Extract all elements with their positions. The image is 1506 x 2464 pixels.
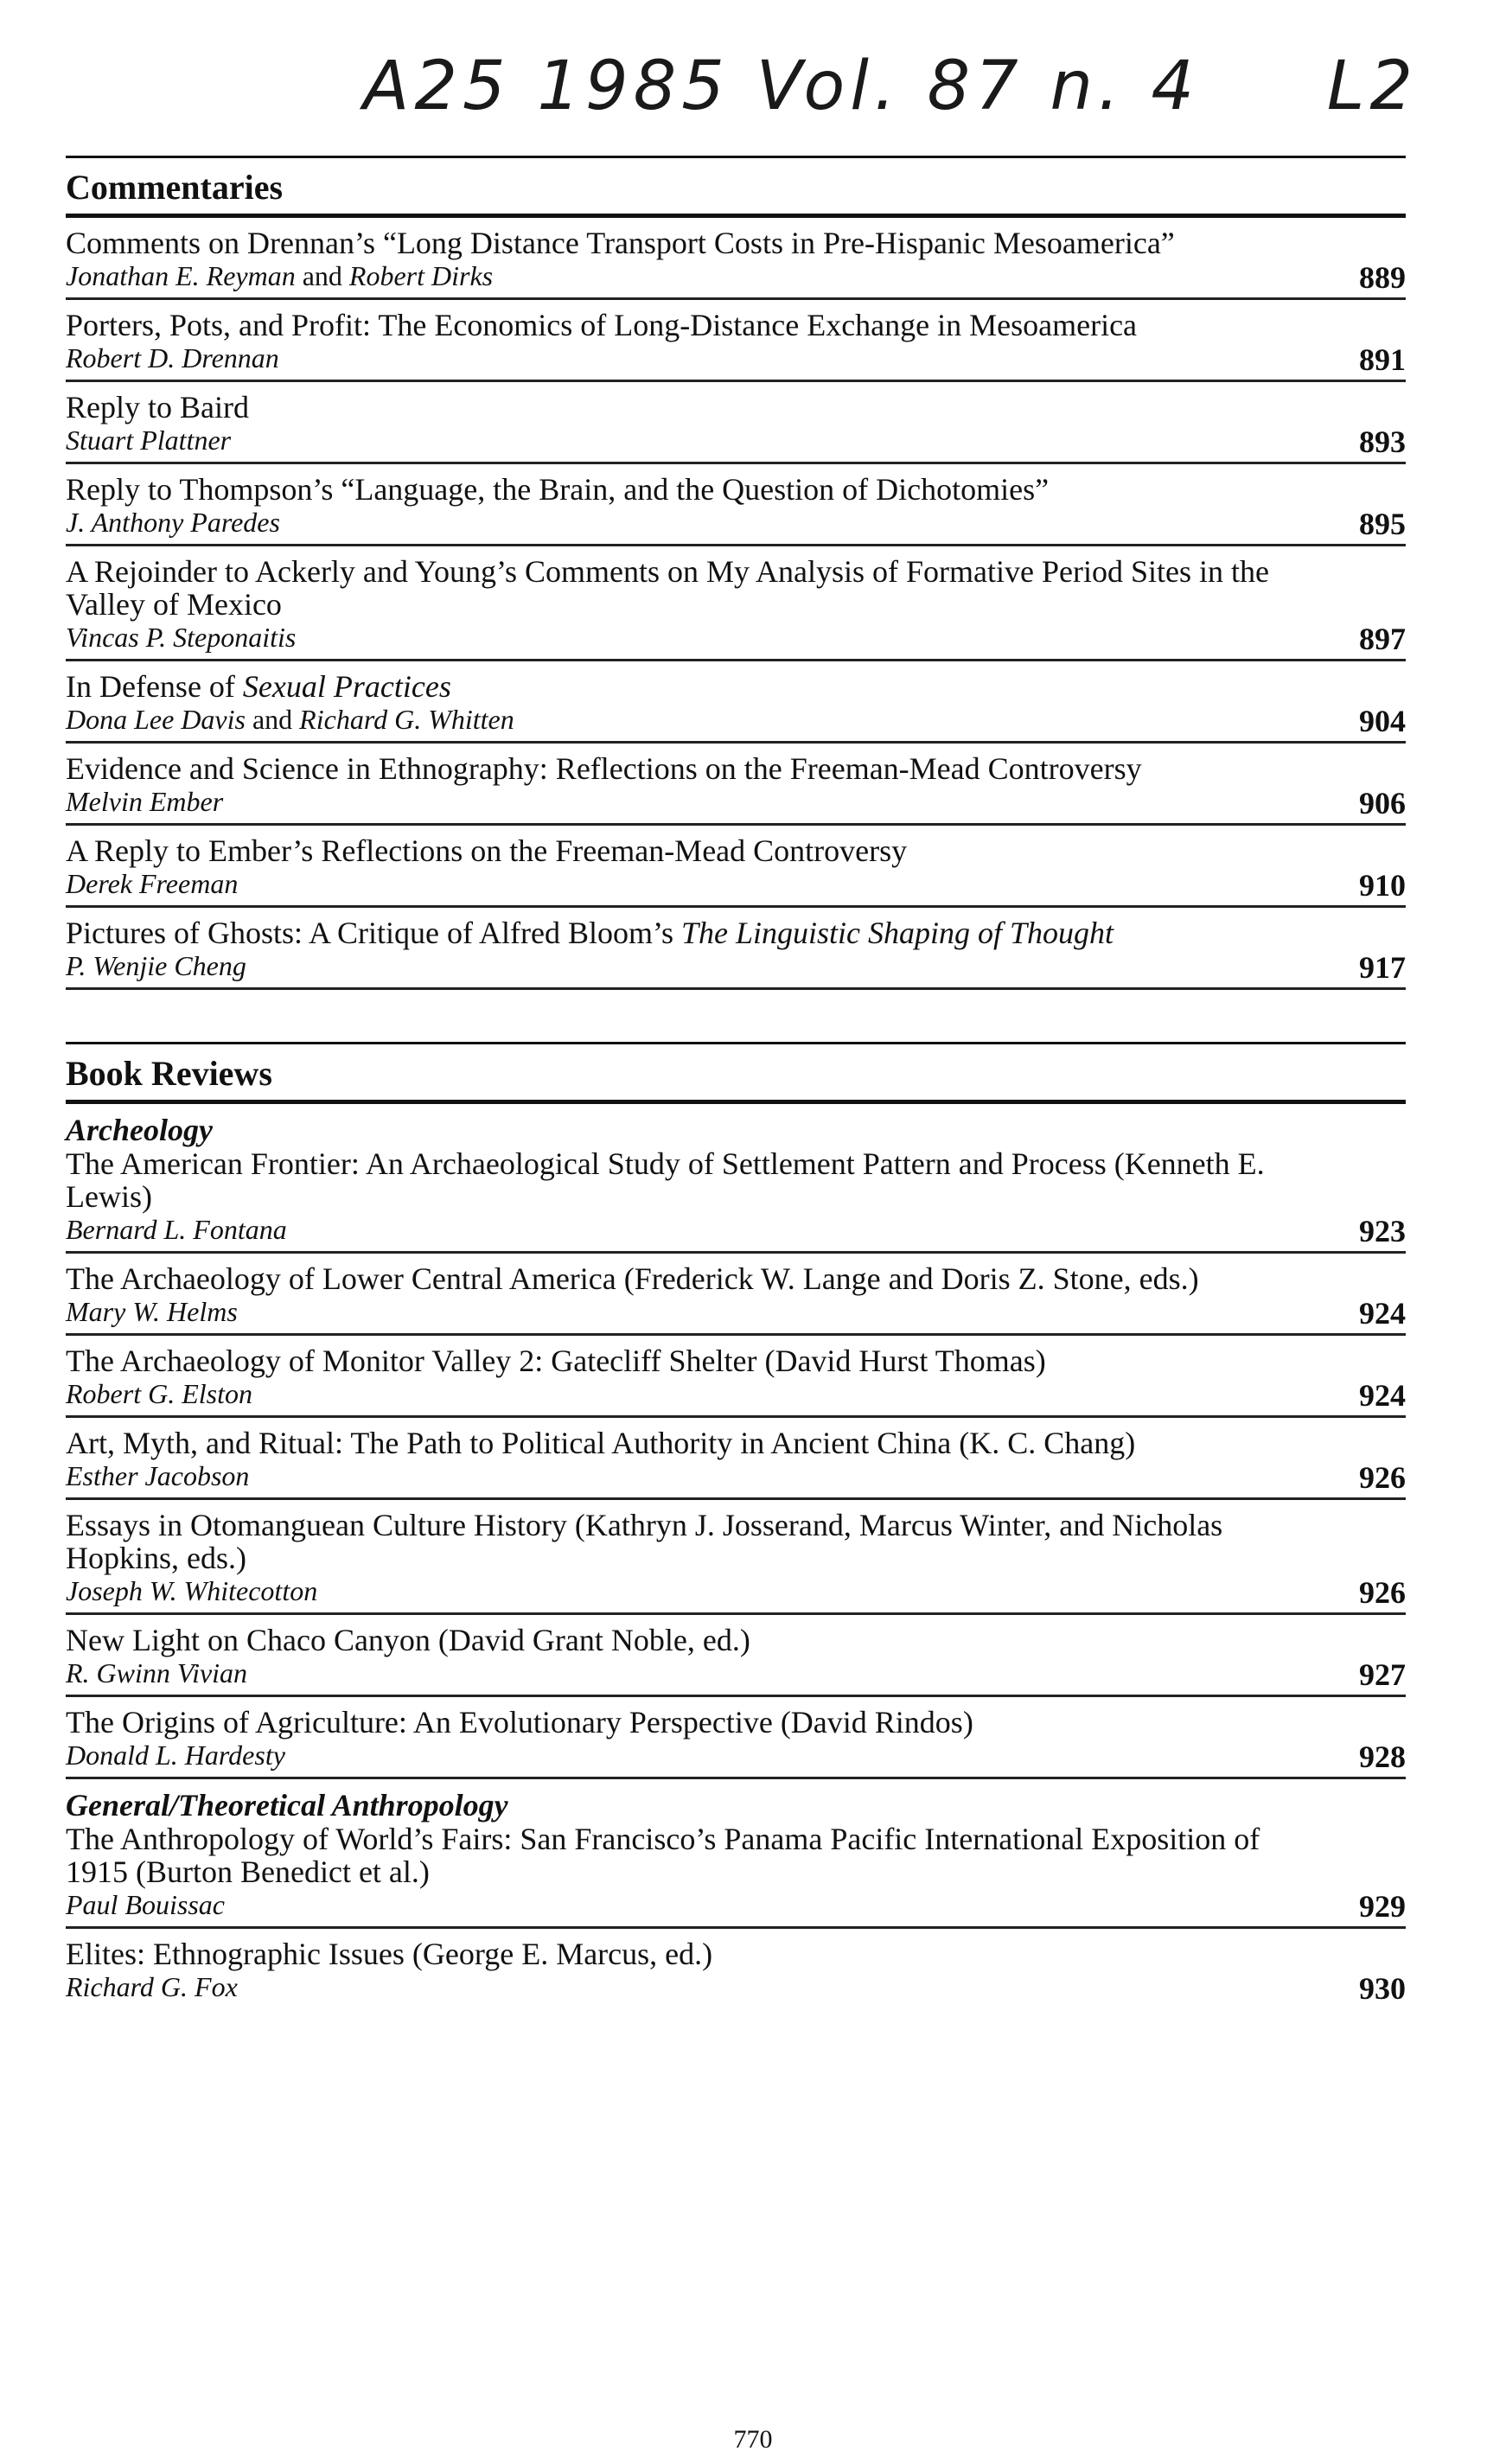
list-item bbox=[66, 1615, 1406, 1697]
entry-title bbox=[66, 1344, 1302, 1377]
handwritten-call-number: A25 1985 Vol. 87 n. 4 bbox=[363, 48, 1200, 125]
list-item bbox=[66, 826, 1406, 908]
author-name: Bernard L. Fontana bbox=[66, 1214, 287, 1245]
list-item bbox=[66, 1500, 1406, 1615]
entry-author bbox=[66, 867, 1302, 900]
subcategory-heading: General/Theoretical Anthropology bbox=[66, 1788, 508, 1822]
list-item bbox=[66, 300, 1406, 382]
entry-author bbox=[66, 1970, 1302, 2003]
author-name: Robert G. Elston bbox=[66, 1378, 252, 1409]
entry-text bbox=[66, 555, 1337, 654]
entry-title-text: The Origins of Agriculture: An Evolutionary Perspective (David Rindos) bbox=[66, 1705, 973, 1739]
entry-title-text: The Anthropology of World’s Fairs: San Francisco’s Panama Pacific International Exposition of 1915 (Burton Benedict et al.) bbox=[66, 1822, 1260, 1889]
entry-title bbox=[66, 391, 1302, 424]
entry-author bbox=[66, 621, 1302, 654]
section-book-reviews bbox=[66, 1042, 1406, 2008]
entry-title-text: Comments on Drennan’s “Long Distance Transport Costs in Pre-Hispanic Mesoamerica” bbox=[66, 226, 1175, 260]
list-item bbox=[66, 1929, 1406, 2008]
entry-author bbox=[66, 342, 1302, 374]
entry-title bbox=[66, 555, 1302, 621]
list-item bbox=[66, 1779, 1406, 1929]
author-name: Mary W. Helms bbox=[66, 1296, 238, 1327]
author-name: Donald L. Hardesty bbox=[66, 1739, 285, 1771]
entry-text bbox=[66, 1706, 1337, 1771]
list-item bbox=[66, 1336, 1406, 1418]
author-name: Richard G. Whitten bbox=[299, 704, 514, 735]
entry-author bbox=[66, 1213, 1302, 1246]
entry-title bbox=[66, 1147, 1302, 1213]
entry-text bbox=[66, 1344, 1337, 1410]
author-name: Melvin Ember bbox=[66, 786, 224, 817]
list-item bbox=[66, 1104, 1406, 1254]
list-item bbox=[66, 218, 1406, 300]
entry-title-italic: The Linguistic Shaping of Thought bbox=[680, 916, 1114, 950]
entry-page-number: 891 bbox=[1359, 342, 1406, 377]
author-name: Joseph W. Whitecotton bbox=[66, 1575, 318, 1606]
entry-author bbox=[66, 1295, 1302, 1328]
entry-text bbox=[66, 1937, 1337, 2003]
entry-title-text: Pictures of Ghosts: A Critique of Alfred Bloom’s bbox=[66, 916, 681, 950]
entry-text bbox=[66, 1624, 1337, 1689]
author-name: Dona Lee Davis bbox=[66, 704, 246, 735]
entry-title-text: The Archaeology of Monitor Valley 2: Gatecliff Shelter (David Hurst Thomas) bbox=[66, 1344, 1046, 1378]
entry-text bbox=[66, 1781, 1337, 1921]
author-name: Esther Jacobson bbox=[66, 1460, 250, 1491]
section-header: Book Reviews bbox=[66, 1042, 1406, 1104]
author-name: J. Anthony Paredes bbox=[66, 507, 280, 538]
entry-page-number: 927 bbox=[1359, 1657, 1406, 1692]
entry-text bbox=[66, 391, 1337, 456]
entry-title bbox=[66, 1822, 1302, 1888]
entry-page-number: 926 bbox=[1359, 1575, 1406, 1610]
entry-title bbox=[66, 1706, 1302, 1739]
entry-author bbox=[66, 1377, 1302, 1410]
entry-title-text: Evidence and Science in Ethnography: Reflections on the Freeman-Mead Controversy bbox=[66, 751, 1142, 786]
entry-author bbox=[66, 506, 1302, 539]
author-name: Robert Dirks bbox=[348, 260, 494, 291]
author-name: Robert D. Drennan bbox=[66, 342, 279, 373]
page-number: 770 bbox=[733, 2425, 773, 2454]
entry-page-number: 904 bbox=[1359, 704, 1406, 738]
author-name: Richard G. Fox bbox=[66, 1971, 238, 2002]
entry-text bbox=[66, 1262, 1337, 1328]
entry-page-number: 895 bbox=[1359, 507, 1406, 541]
entry-page-number: 893 bbox=[1359, 424, 1406, 459]
list-item bbox=[66, 1418, 1406, 1500]
entry-text bbox=[66, 1427, 1337, 1492]
entry-page-number: 906 bbox=[1359, 786, 1406, 820]
entry-title bbox=[66, 1427, 1302, 1459]
entry-list bbox=[66, 1104, 1406, 2008]
entry-author bbox=[66, 1888, 1302, 1921]
section-header: Commentaries bbox=[66, 156, 1406, 218]
list-item bbox=[66, 744, 1406, 826]
entry-title bbox=[66, 916, 1302, 949]
entry-title-text: Reply to Baird bbox=[66, 390, 249, 424]
entry-title-text: Reply to Thompson’s “Language, the Brain, and the Question of Dichotomies” bbox=[66, 472, 1050, 507]
table-of-contents bbox=[66, 156, 1406, 2060]
author-name: Vincas P. Steponaitis bbox=[66, 622, 297, 653]
entry-title bbox=[66, 473, 1302, 506]
entry-author bbox=[66, 1656, 1302, 1689]
entry-title-text: Essays in Otomanguean Culture History (Kathryn J. Josserand, Marcus Winter, and Nicholas Hopkins, eds.) bbox=[66, 1508, 1223, 1575]
entry-title-text: The American Frontier: An Archaeological Study of Settlement Pattern and Process (Kenneth E. Lewis) bbox=[66, 1146, 1265, 1214]
entry-author bbox=[66, 785, 1302, 818]
entry-title bbox=[66, 309, 1302, 342]
handwritten-shelf-mark: L2 bbox=[1326, 48, 1418, 125]
entry-author bbox=[66, 259, 1302, 292]
entry-page-number: 929 bbox=[1359, 1889, 1406, 1924]
entry-text bbox=[66, 473, 1337, 539]
entry-text bbox=[66, 1106, 1337, 1246]
entry-text bbox=[66, 309, 1337, 374]
entry-title-text: Elites: Ethnographic Issues (George E. Marcus, ed.) bbox=[66, 1937, 713, 1971]
author-name: R. Gwinn Vivian bbox=[66, 1657, 248, 1688]
author-name: Stuart Plattner bbox=[66, 424, 232, 456]
entry-title-text: New Light on Chaco Canyon (David Grant Noble, ed.) bbox=[66, 1623, 750, 1657]
entry-page-number: 924 bbox=[1359, 1378, 1406, 1413]
entry-author bbox=[66, 1739, 1302, 1771]
entry-page-number: 924 bbox=[1359, 1296, 1406, 1331]
list-item bbox=[66, 1254, 1406, 1336]
list-item bbox=[66, 1697, 1406, 1779]
author-name: Paul Bouissac bbox=[66, 1889, 225, 1920]
entry-page-number: 889 bbox=[1359, 260, 1406, 295]
entry-text bbox=[66, 1509, 1337, 1607]
entry-page-number: 930 bbox=[1359, 1971, 1406, 2006]
entry-page-number: 917 bbox=[1359, 950, 1406, 985]
entry-text bbox=[66, 227, 1337, 292]
entry-author bbox=[66, 1574, 1302, 1607]
handwritten-annotation bbox=[363, 35, 1418, 138]
entry-author bbox=[66, 703, 1302, 736]
entry-title bbox=[66, 1624, 1302, 1656]
entry-page-number: 910 bbox=[1359, 868, 1406, 903]
section-commentaries bbox=[66, 156, 1406, 990]
entry-title-text: Art, Myth, and Ritual: The Path to Political Authority in Ancient China (K. C. Chang) bbox=[66, 1426, 1136, 1460]
entry-title bbox=[66, 1509, 1302, 1574]
subcategory-heading: Archeology bbox=[66, 1113, 213, 1147]
list-item bbox=[66, 464, 1406, 546]
entry-page-number: 928 bbox=[1359, 1739, 1406, 1774]
entry-title-text: Porters, Pots, and Profit: The Economics of Long-Distance Exchange in Mesoamerica bbox=[66, 308, 1138, 342]
entry-text bbox=[66, 670, 1337, 736]
author-name: Jonathan E. Reyman bbox=[66, 260, 296, 291]
entry-title-text: The Archaeology of Lower Central America (Frederick W. Lange and Doris Z. Stone, eds.) bbox=[66, 1261, 1199, 1296]
author-name: Derek Freeman bbox=[66, 868, 239, 899]
entry-page-number: 897 bbox=[1359, 622, 1406, 656]
entry-title bbox=[66, 1262, 1302, 1295]
entry-page-number: 923 bbox=[1359, 1214, 1406, 1248]
list-item bbox=[66, 908, 1406, 990]
list-item bbox=[66, 661, 1406, 744]
entry-title bbox=[66, 834, 1302, 867]
author-conjunction: and bbox=[295, 260, 349, 291]
author-name: P. Wenjie Cheng bbox=[66, 950, 246, 981]
entry-title bbox=[66, 1937, 1302, 1970]
author-conjunction: and bbox=[245, 704, 300, 735]
list-item bbox=[66, 546, 1406, 661]
entry-title-text: A Rejoinder to Ackerly and Young’s Comments on My Analysis of Formative Period Sites in the Valley of Mexico bbox=[66, 554, 1269, 622]
entry-title bbox=[66, 227, 1302, 259]
entry-title-italic: Sexual Practices bbox=[242, 669, 451, 704]
entry-text bbox=[66, 752, 1337, 818]
entry-title-text: In Defense of bbox=[66, 669, 243, 704]
entry-title bbox=[66, 752, 1302, 785]
entry-author bbox=[66, 424, 1302, 456]
entry-title-text: A Reply to Ember’s Reflections on the Freeman-Mead Controversy bbox=[66, 833, 908, 868]
entry-list bbox=[66, 218, 1406, 990]
entry-text bbox=[66, 834, 1337, 900]
entry-author bbox=[66, 949, 1302, 982]
entry-text bbox=[66, 916, 1337, 982]
list-item bbox=[66, 382, 1406, 464]
entry-page-number: 926 bbox=[1359, 1460, 1406, 1495]
entry-author bbox=[66, 1459, 1302, 1492]
entry-title bbox=[66, 670, 1302, 703]
